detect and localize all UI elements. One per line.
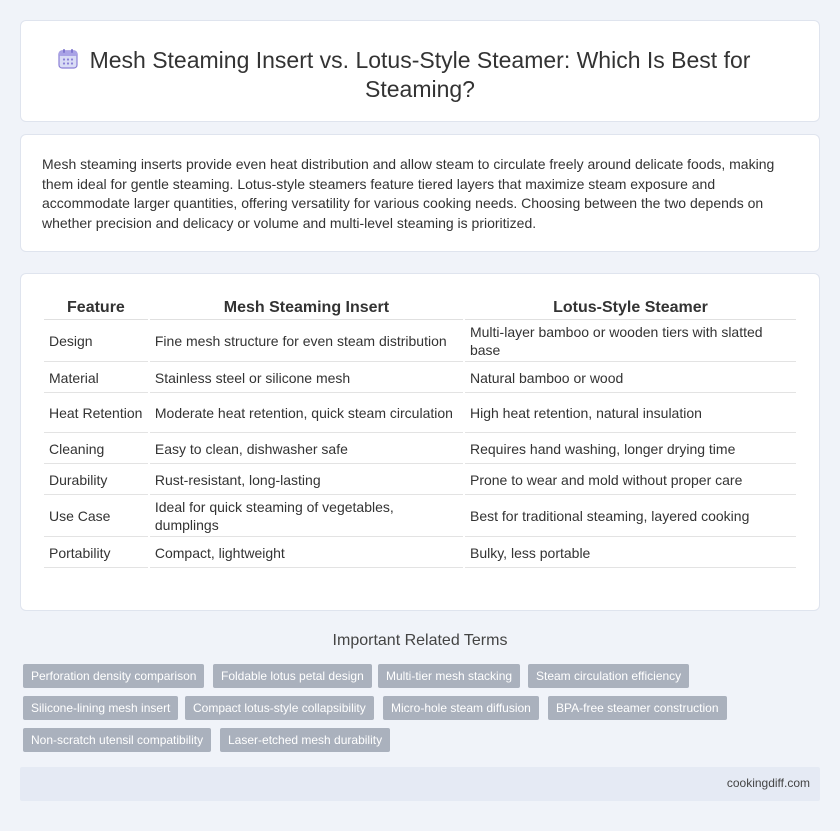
related-term-tag[interactable]: Foldable lotus petal design [213, 664, 372, 688]
table-row [44, 393, 796, 433]
table-row [44, 537, 796, 568]
lotus-cell: Bulky, less portable [465, 537, 796, 568]
feature-cell: Cleaning [44, 433, 148, 464]
footer-site-link[interactable]: cookingdiff.com [726, 776, 810, 790]
comparison-table [42, 296, 798, 568]
mesh-cell: Fine mesh structure for even steam distribution [150, 320, 463, 362]
footer [20, 767, 820, 801]
lotus-cell: Best for traditional steaming, layered cooking [465, 495, 796, 537]
related-term-tag[interactable]: Multi-tier mesh stacking [378, 664, 520, 688]
table-row [44, 495, 796, 537]
intro-paragraph: Mesh steaming inserts provide even heat distribution and allow steam to circulate freely around delicate foods, making them ideal for gentle steaming. Lotus-style steamers feature tiered layers that maximize steam exposure and accommodate larger quantities, offering versatility for various cooking needs. Choosing between the two depends on whether precision and delicacy or volume and multi-level steaming is prioritized. [42, 156, 775, 231]
feature-cell: Portability [44, 537, 148, 568]
mesh-cell: Moderate heat retention, quick steam circulation [150, 393, 463, 433]
related-term-tag[interactable]: Perforation density comparison [23, 664, 204, 688]
mesh-cell: Easy to clean, dishwasher safe [150, 433, 463, 464]
table-header-row [44, 296, 796, 320]
lotus-cell: Natural bamboo or wood [465, 362, 796, 393]
related-term-tag[interactable]: Silicone-lining mesh insert [23, 696, 178, 720]
related-term-tag[interactable]: Micro-hole steam diffusion [383, 696, 539, 720]
related-term-tag[interactable]: Non-scratch utensil compatibility [23, 728, 211, 752]
feature-cell: Use Case [44, 495, 148, 537]
lotus-cell: Prone to wear and mold without proper care [465, 464, 796, 495]
table-row [44, 464, 796, 495]
header-feature: Feature [44, 296, 148, 320]
lotus-cell: Multi-layer bamboo or wooden tiers with slatted base [465, 320, 796, 362]
table-row [44, 433, 796, 464]
header-lotus: Lotus-Style Steamer [465, 296, 796, 320]
lotus-cell: Requires hand washing, longer drying time [465, 433, 796, 464]
page-title: Mesh Steaming Insert vs. Lotus-Style Steamer: Which Is Best for Steaming? [89, 47, 751, 102]
related-term-tag[interactable]: Steam circulation efficiency [528, 664, 689, 688]
feature-cell: Durability [44, 464, 148, 495]
mesh-cell: Compact, lightweight [150, 537, 463, 568]
lotus-cell: High heat retention, natural insulation [465, 393, 796, 433]
mesh-cell: Rust-resistant, long-lasting [150, 464, 463, 495]
related-term-tag[interactable]: Laser-etched mesh durability [220, 728, 390, 752]
feature-cell: Heat Retention [44, 393, 148, 433]
mesh-cell: Stainless steel or silicone mesh [150, 362, 463, 393]
comparison-card [20, 273, 820, 611]
related-term-tag[interactable]: BPA-free steamer construction [548, 696, 727, 720]
table-row [44, 362, 796, 393]
table-row [44, 320, 796, 362]
related-term-tag[interactable]: Compact lotus-style collapsibility [185, 696, 374, 720]
feature-cell: Material [44, 362, 148, 393]
intro-card [20, 134, 820, 252]
related-terms-title: Important Related Terms [332, 632, 508, 649]
title-card [20, 20, 820, 122]
feature-cell: Design [44, 320, 148, 362]
mesh-cell: Ideal for quick steaming of vegetables, dumplings [150, 495, 463, 537]
header-mesh: Mesh Steaming Insert [150, 296, 463, 320]
